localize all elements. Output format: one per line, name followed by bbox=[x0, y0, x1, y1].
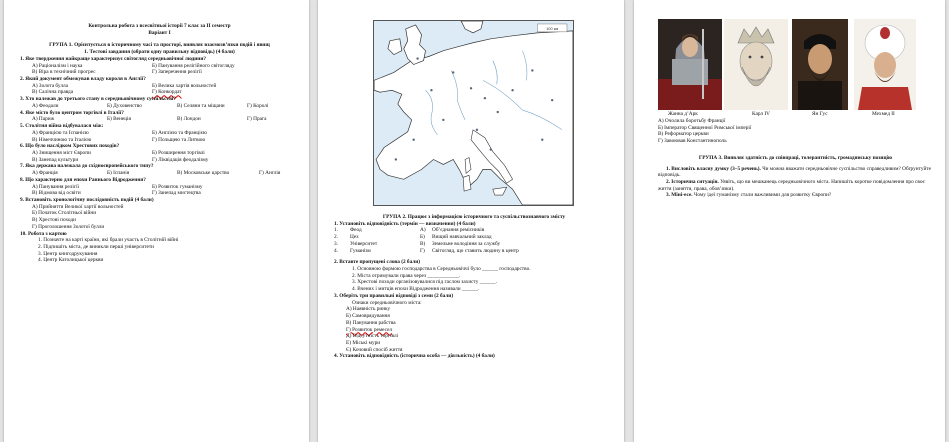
option: А) Раціоналізм і наука bbox=[32, 62, 83, 69]
choose-item: В) Панування рабства bbox=[346, 319, 396, 326]
match-term: Університет bbox=[350, 240, 378, 247]
match-number: 3. bbox=[334, 240, 338, 247]
option: А) Феодали bbox=[32, 102, 59, 109]
option: В) Лондон bbox=[177, 116, 201, 123]
option: Г) Занепад мистецтва bbox=[152, 190, 201, 197]
option: Г) Англія bbox=[259, 170, 281, 177]
choose-item: А) Наявність ринку bbox=[346, 306, 391, 313]
map-scale: 100 км bbox=[546, 25, 559, 31]
fill-item: 3. Хрестові походи організовувалися під гаслом захисту ______. bbox=[352, 279, 497, 286]
match-number: 2. bbox=[334, 234, 338, 241]
caption-charles: Карл IV bbox=[752, 111, 770, 117]
question-5-options bbox=[20, 130, 299, 137]
task-1 bbox=[658, 166, 933, 179]
choose-item-spellcheck-underlined: Г) Розвиток ремесел bbox=[346, 326, 393, 333]
choose-item: Є) Кочовий спосіб життя bbox=[346, 346, 403, 353]
option: Б) Велика хартія вольностей bbox=[152, 82, 217, 89]
choose-item: Д) Відсутність торгівлі bbox=[346, 333, 399, 340]
choose-lead: Ознаки середньовічного міста: bbox=[352, 299, 422, 306]
variant-label: Варіант І bbox=[148, 29, 171, 36]
option: В) Занепад культури bbox=[32, 156, 79, 163]
option: В) Московське царство bbox=[177, 170, 230, 177]
fill-item: 1. Основною формою господарства в Середньовіччі було ______ господарство. bbox=[352, 266, 531, 273]
option: Б) Іспанія bbox=[107, 170, 130, 177]
match-letter: А) bbox=[420, 227, 426, 234]
match-definition: Вищий навчальний заклад bbox=[432, 234, 492, 241]
contour-map-europe bbox=[373, 20, 574, 206]
option: Б) Розвиток гуманізму bbox=[152, 183, 203, 190]
task-1-lead: 1. Висловіть власну думку (3–5 речень). bbox=[666, 165, 761, 172]
match-number: 4. bbox=[334, 247, 338, 254]
caption-hus: Ян Гус bbox=[812, 111, 828, 117]
portraits-row bbox=[658, 19, 916, 110]
group2-heading: ГРУПА 2. Працює з інформацією історичного та суспільствознавчого змісту bbox=[382, 214, 566, 220]
option-spellcheck-underlined: Г) Конкордат bbox=[152, 89, 182, 96]
page2-content bbox=[334, 214, 614, 360]
match-definition: Світогляд, що ставить людину в центр bbox=[432, 247, 519, 254]
task-1-text: Чи можна вважати середньовічне суспільство справедливим? Обґрунтуйте відповідь. bbox=[658, 165, 931, 179]
tests-heading: 1. Тестові завдання (обрати одну правильну відповідь) (4 бали) bbox=[84, 49, 235, 56]
question-10: 10. Робота з картою bbox=[20, 230, 67, 237]
option: А) Золота булла bbox=[32, 82, 68, 89]
task-2 bbox=[658, 179, 933, 192]
question-8-options bbox=[20, 190, 299, 197]
option: Г) Прага bbox=[247, 116, 267, 123]
option: В) Відмова від освіти bbox=[32, 190, 81, 197]
match-row bbox=[334, 241, 614, 248]
question-7: 7. Яка держава належала до східноєвропейського типу? bbox=[20, 163, 154, 170]
chrono-item: Б) Початок Столітньої війни bbox=[32, 210, 97, 217]
document-page-2 bbox=[318, 0, 624, 442]
person-option: А) Очолила боротьбу Франції bbox=[658, 118, 726, 124]
task-3 bbox=[658, 192, 933, 199]
task-2-text: Уявіть, що ви мешканець середньовічного міста. Напишіть коротке повідомлення про своє життя (заняття, права, обов’язки). bbox=[658, 179, 925, 192]
option: А) Знищення міст Європи bbox=[32, 149, 91, 156]
fill-item: 4. Вчених і митців епохи Відродження називали ______. bbox=[352, 286, 480, 293]
option: Г) Ліквідація феодалізму bbox=[152, 156, 209, 163]
match-definition: Земельне володіння за службу bbox=[432, 240, 501, 247]
option: Б) Розширення торгівлі bbox=[152, 149, 205, 156]
page3-content bbox=[658, 118, 933, 199]
portrait-caption bbox=[668, 111, 698, 118]
caption-mehmed: Мехмед II bbox=[872, 111, 895, 117]
match-term: Гуманізм bbox=[350, 247, 371, 254]
fill-question: 2. Вставте пропущені слова (2 бали) bbox=[334, 259, 421, 266]
option: Б) Духовенство bbox=[107, 102, 142, 109]
map-task: 3. Центр книгодрукування bbox=[38, 250, 98, 257]
question-3: 3. Хто належав до третього стану в середньовічному суспільстві? bbox=[20, 96, 177, 103]
option: Г) Польщею та Литвою bbox=[152, 136, 206, 143]
portrait-jan-hus bbox=[792, 19, 848, 110]
match-letter: Г) bbox=[420, 247, 425, 254]
match-row bbox=[334, 248, 614, 255]
match-term: Цех bbox=[350, 234, 359, 241]
option: Б) Панування релігійного світогляду bbox=[152, 62, 235, 69]
match-letter: Б) bbox=[420, 234, 425, 241]
chrono-item: А) Прийняття Великої хартії вольностей bbox=[32, 203, 124, 210]
person-option: Г) Завоював Константинополь bbox=[658, 138, 727, 145]
option: А) Панування релігії bbox=[32, 183, 80, 190]
page1-content bbox=[20, 23, 299, 264]
question-7-options bbox=[20, 170, 299, 177]
option: А) Париж bbox=[32, 116, 55, 123]
option: В) Салічна правда bbox=[32, 89, 74, 96]
person-match-question: 4. Установіть відповідність (історична особа — діяльність) (4 бали) bbox=[334, 353, 495, 360]
choose-question: 3. Оберіть три правильні відповіді з семи (2 бали) bbox=[334, 292, 454, 299]
question-3-options bbox=[20, 103, 299, 110]
match-letter: В) bbox=[420, 240, 426, 247]
portrait-joan-of-arc bbox=[658, 19, 722, 110]
task-2-lead: 2. Історична ситуація. bbox=[666, 179, 719, 186]
document-page-1 bbox=[4, 0, 309, 442]
map-task: 2. Підпишіть міста, де виникли перші університети bbox=[38, 244, 155, 250]
question-1: 1. Яке твердження найкраще характеризує світогляд середньовічної людини? bbox=[20, 55, 207, 62]
task-3-text: Чому ідеї гуманізму стали важливими для розвитку Європи? bbox=[692, 192, 832, 199]
option: Б) Венеція bbox=[107, 116, 131, 123]
page-title: Контрольна робота з всесвітньої історії 7 клас за ІІ семестр bbox=[88, 23, 231, 29]
question-5: 5. Столітня війна відбувалася між: bbox=[20, 123, 104, 130]
match-definition: Об’єднання ремісників bbox=[432, 227, 485, 234]
group3-heading: ГРУПА 3. Виявляє здатність до співпраці, толерантність, громадянську позицію bbox=[698, 154, 893, 161]
question-8: 8. Що характерно для епохи Раннього Відродження? bbox=[20, 176, 146, 183]
task-3-lead: 3. Міні-есе. bbox=[666, 192, 693, 199]
match-term: Феод bbox=[350, 227, 362, 234]
chrono-item: В) Хрестові походи bbox=[32, 217, 76, 224]
question-4: 4. Яке місто було центром торгівлі в Італії? bbox=[20, 109, 124, 116]
option: Б) Англією та Францією bbox=[152, 129, 207, 136]
map-task: 4. Центр Католицької церкви bbox=[38, 257, 104, 264]
person-option: Б) Імператор Священної Римської імперії bbox=[658, 124, 752, 131]
question-2-options bbox=[20, 89, 299, 96]
portrait-charles-iv bbox=[724, 19, 788, 110]
option: В) Віра в технічний прогрес bbox=[32, 69, 96, 76]
option: А) Франція bbox=[32, 170, 58, 177]
choose-item: Б) Самоврядування bbox=[346, 313, 390, 320]
match-row bbox=[334, 234, 614, 241]
question-6: 6. Що було наслідком Хрестових походів? bbox=[20, 143, 120, 150]
question-2: 2. Який документ обмежував владу короля в Англії? bbox=[20, 76, 146, 83]
match-number: 1. bbox=[334, 227, 338, 234]
map-task: 1. Позначте на карті країни, які брали участь в Столітній війні bbox=[38, 237, 179, 244]
chrono-item: Г) Проголошення Золотої булли bbox=[32, 223, 105, 230]
portrait-mehmed-ii bbox=[854, 19, 916, 110]
choose-item: Е) Міські мури bbox=[346, 339, 381, 346]
option: Г) Королі bbox=[247, 102, 269, 109]
option: В) Німеччиною та Італією bbox=[32, 136, 92, 143]
match-question: 1. Установіть відповідність (термін — визначення) (4 бали) bbox=[334, 220, 476, 227]
question-9: 9. Встановіть хронологічну послідовність подій (4 бали) bbox=[20, 196, 154, 203]
option: А) Францією та Іспанією bbox=[32, 129, 89, 136]
option: Г) Заперечення релігії bbox=[152, 69, 202, 76]
person-option: В) Реформатор церкви bbox=[658, 131, 709, 138]
option: В) Селяни та міщани bbox=[177, 102, 225, 109]
europe-map-image bbox=[374, 21, 573, 205]
caption-joan-name: Жанна д’Арк bbox=[668, 111, 698, 117]
group1-heading: ГРУПА 1. Орієнтується в історичному часі та просторі, виявляє взаємозв’язки подій і явищ bbox=[49, 42, 270, 49]
question-6-options bbox=[20, 150, 299, 157]
document-page-3 bbox=[634, 0, 945, 442]
fill-item: 2. Міста отримували права через ____________. bbox=[352, 272, 461, 279]
